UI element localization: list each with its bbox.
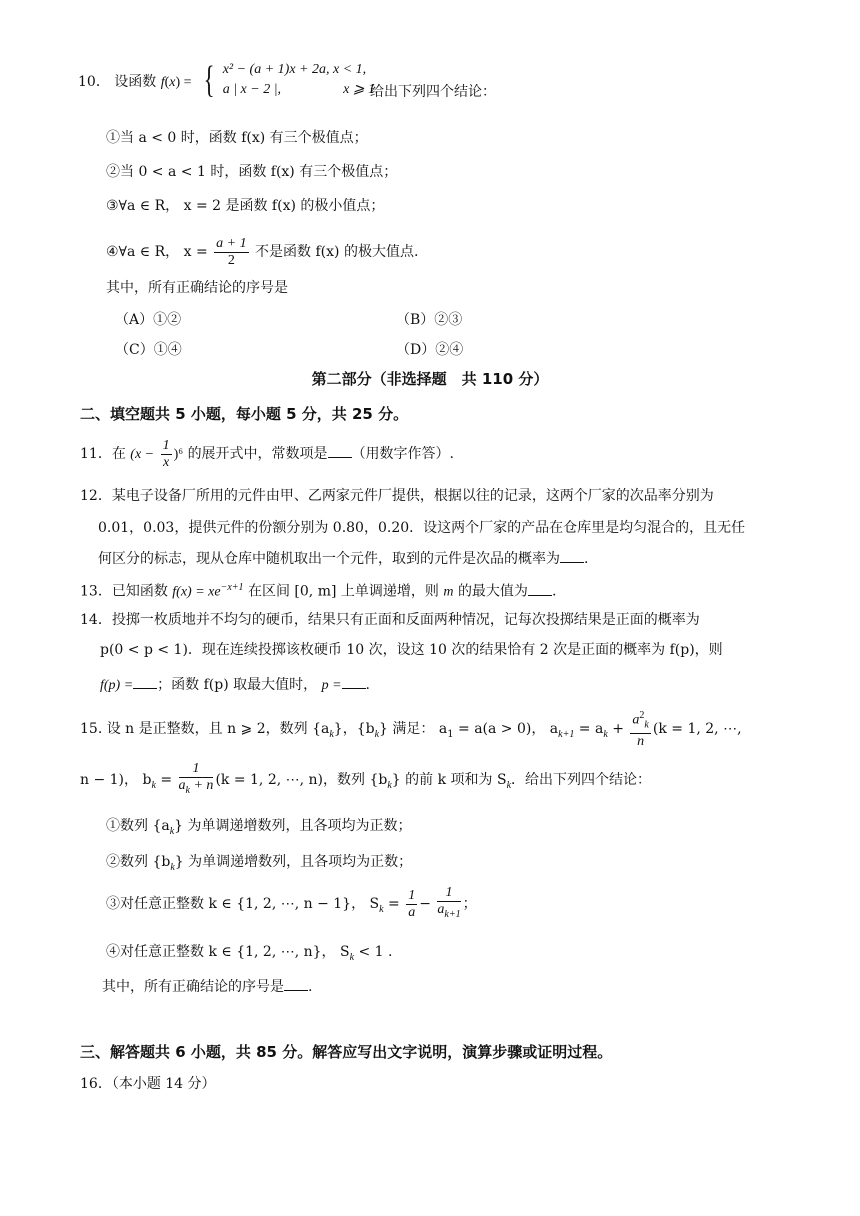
answer-blank (528, 581, 552, 596)
answer-blank (284, 976, 308, 991)
q10-conclusion-1: ①当 a < 0 时，函数 f(x) 有三个极值点； (106, 130, 368, 146)
q10-piece-2-cond: x ⩾ 1. (343, 82, 379, 97)
fraction: $\frac{a^2_k}{n}$ (632, 710, 649, 750)
q12-line-1: 12．某电子设备厂所用的元件由甲、乙两家元件厂提供，根据以往的记录，这两个厂家的次品率分别为 (80, 488, 714, 504)
q10-conclusion-3: ③∀a ∈ R， x = 2 是函数 f(x) 的极小值点； (106, 198, 385, 214)
answer-blank (342, 674, 366, 689)
q15-line-1: 15. 设 n 是正整数，且 n ⩾ 2，数列 $\{a_k\}$，$\{b_k\}$ 满足： $a_1 = a(a > 0)$， $a_{k+1} = a_k$ + $\frac{a^2_k}{n}$ (k = 1, 2, ⋯, (80, 710, 742, 750)
q12-line-2: 0.01，0.03，提供元件的份额分别为 0.80，0.20．设这两个厂家的产品在仓库里是均匀混合的，且无任 (98, 520, 746, 536)
part-two-title: 第二部分（非选择题 共 110 分） (311, 370, 549, 388)
q15-line-2: n − 1)， $b_k$ = $\frac{1}{a_k + n}$ (k = 1, 2, ⋯, n)，数列 $\{b_k\}$ 的前 k 项和为 $S_k$．给出下列四个结论： (80, 760, 651, 806)
q10-option-a: （A）①② (115, 312, 182, 328)
q10-conclusion-2: ②当 0 < a < 1 时，函数 f(x) 有三个极值点； (106, 164, 398, 180)
fraction: $\frac{1}{a_{k+1}}$ (437, 885, 461, 920)
q10-conclusion-4: ④∀a ∈ R， x = $\frac{a + 1}{2}$ 不是函数 f(x) 的极大值点. (106, 235, 419, 268)
q14-line-3: f(p) = ；函数 f(p) 取最大值时， p = . (100, 674, 370, 696)
q13: 13．已知函数 $f(x) = xe^{-x+1}$ 在区间 [0, m] 上单调递增，则 m 的最大值为 . (80, 582, 557, 600)
answer-blank (560, 548, 584, 563)
q12-line-3: 何区分的标志，现从仓库中随机取出一个元件，取到的元件是次品的概率为 . (98, 548, 588, 569)
section-three-heading: 三、解答题共 6 小题，共 85 分。解答应写出文字说明，演算步骤或证明过程。 (80, 1043, 613, 1061)
brace-symbol: { (203, 59, 215, 101)
q10-tail: 给出下列四个结论： (370, 84, 496, 100)
q10-stem: 10． 设函数 f(x) = (78, 74, 192, 90)
q10-piece-2: a | x − 2 |, (222, 82, 282, 97)
q10-piecewise (200, 60, 379, 100)
q11: 11．在 (x − $\frac{1}{x}$ )⁶ 的展开式中，常数项是 （用数字作答）. (80, 437, 455, 470)
fraction: $\frac{1}{x}$ (162, 437, 170, 470)
q14-line-1: 14．投掷一枚质地并不均匀的硬币，结果只有正面和反面两种情况，记每次投掷结果是正面的概率为 (80, 612, 700, 628)
section-two-heading: 二、填空题共 5 小题，每小题 5 分，共 25 分。 (80, 405, 409, 423)
q10-option-b: （B）②③ (396, 312, 463, 328)
q10-option-c: （C）①④ (115, 342, 182, 358)
fraction: $\frac{1}{a}$ (408, 887, 416, 920)
q10-option-d: （D）②④ (396, 342, 464, 358)
q15-conclusion-1: ①数列 $\{a_k\}$ 为单调递增数列，且各项均为正数； (106, 818, 412, 837)
q16-heading: 16．（本小题 14 分） (80, 1076, 216, 1092)
fraction: $\frac{a + 1}{2}$ (216, 235, 247, 268)
q10-ask: 其中，所有正确结论的序号是 (106, 280, 288, 296)
q15-conclusion-2: ②数列 $\{b_k\}$ 为单调递增数列，且各项均为正数； (106, 854, 413, 873)
q14-line-2: p(0 < p < 1)．现在连续投掷该枚硬币 10 次，设这 10 次的结果恰有 2 次是正面的概率为 f(p)，则 (100, 642, 723, 658)
q15-conclusion-4: ④对任意正整数 k ∈ {1, 2, ⋯, n}， $S_k < 1$ . (106, 944, 393, 963)
answer-blank (328, 443, 352, 458)
q15-conclusion-3: ③对任意正整数 k ∈ {1, 2, ⋯, n − 1}， $S_k$ = $\frac{1}{a}$ − $\frac{1}{a_{k+1}}$ ； (106, 884, 477, 930)
fraction: $\frac{1}{a_k + n}$ (178, 761, 214, 796)
q10-piece-1: x² − (a + 1)x + 2a, x < 1, (222, 62, 367, 77)
q15-ask: 其中，所有正确结论的序号是 . (102, 976, 312, 997)
answer-blank (133, 674, 157, 689)
